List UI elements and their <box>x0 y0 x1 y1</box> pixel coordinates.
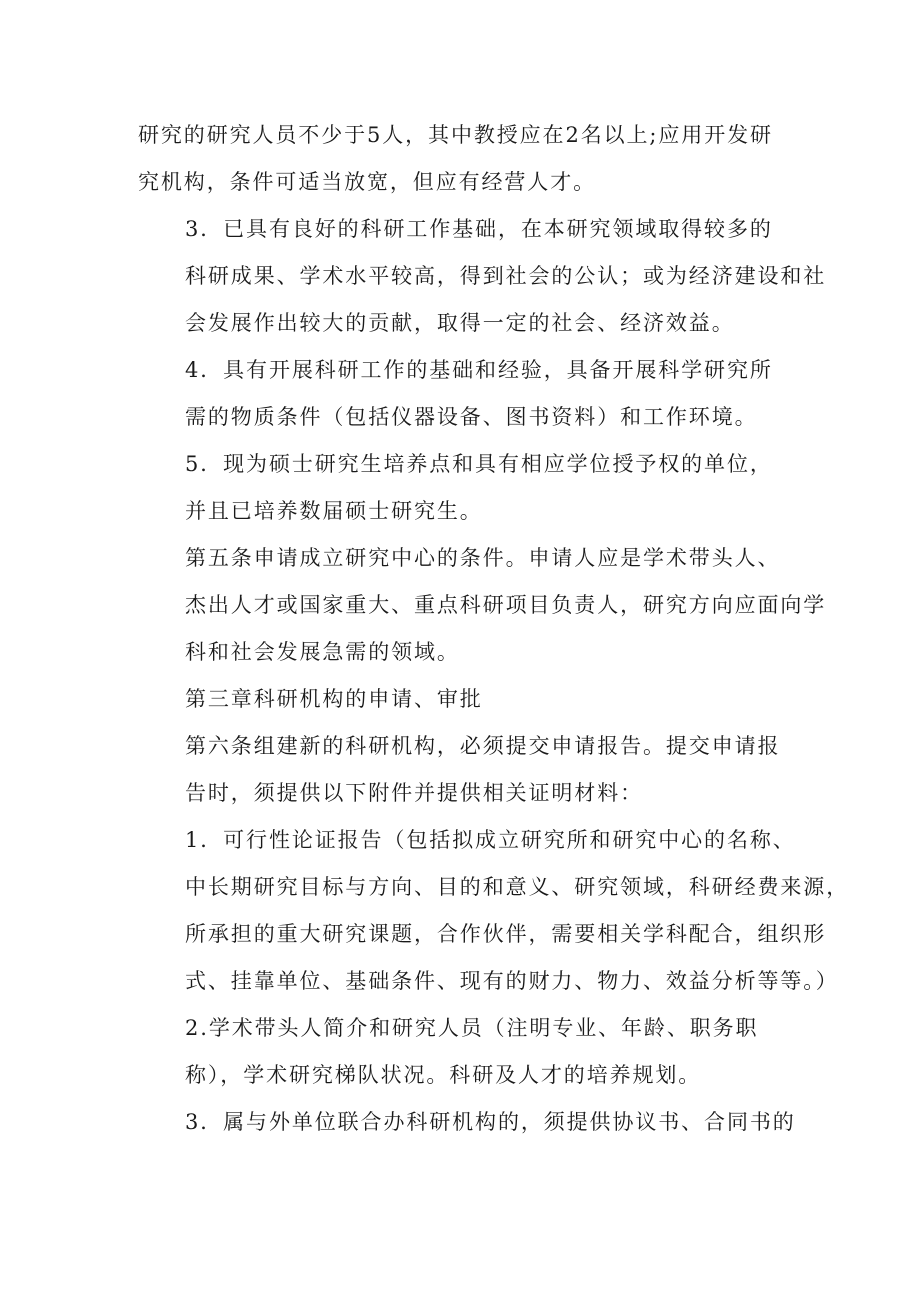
paragraph-item-5-graduate-training <box>138 441 798 535</box>
paragraph-article-5-research-center <box>138 535 827 676</box>
text-line: 称），学术研究梯队状况。科研及人才的培养规划。 <box>185 1063 702 1087</box>
paragraph-item-4-material-conditions <box>138 347 798 441</box>
text-line: 5．现为硕士研究生培养点和具有相应学位授予权的单位， <box>185 452 773 476</box>
text-line: 科研成果、学术水平较高，得到社会的公认；或为经济建设和社 <box>185 264 827 288</box>
text-line: 式、挂靠单位、基础条件、现有的财力、物力、效益分析等等。） <box>185 969 839 993</box>
text-line: 4．具有开展科研工作的基础和经验，具备开展科学研究所 <box>185 358 773 382</box>
text-line: 第六条组建新的科研机构，必须提交申请报告。提交申请报 <box>185 734 781 758</box>
paragraph-article-6-application-report <box>138 723 798 817</box>
text-line: 中长期研究目标与方向、目的和意义、研究领域，科研经费来源， <box>185 875 850 899</box>
paragraph-research-staff-requirement <box>138 112 798 206</box>
text-line: 3．属与外单位联合办科研机构的，须提供协议书、合同书的 <box>185 1110 796 1134</box>
text-line: 3．已具有良好的科研工作基础，在本研究领域取得较多的 <box>185 217 773 241</box>
text-line: 需的物质条件（包括仪器设备、图书资料）和工作环境。 <box>185 405 758 429</box>
text-line: 杰出人才或国家重大、重点科研项目负责人，研究方向应面向学 <box>185 593 827 617</box>
text-line: 并且已培养数届硕士研究生。 <box>185 499 483 523</box>
text-line: 第五条申请成立研究中心的条件。申请人应是学术带头人、 <box>185 546 781 570</box>
text-line: 会发展作出较大的贡献，取得一定的社会、经济效益。 <box>185 311 735 335</box>
text-line: 第三章科研机构的申请、审批 <box>185 687 483 711</box>
text-line: 科和社会发展急需的领域。 <box>185 640 460 664</box>
text-line: 研究的研究人员不少于5人，其中教授应在2名以上;应用开发研 <box>138 123 773 147</box>
text-line: 2.学术带头人简介和研究人员（注明专业、年龄、职务职 <box>185 1016 759 1040</box>
text-line: 告时，须提供以下附件并提供相关证明材料： <box>185 781 643 805</box>
text-line: 1．可行性论证报告（包括拟成立研究所和研究中心的名称、 <box>185 828 796 852</box>
paragraph-item-3-research-foundation <box>138 206 827 347</box>
paragraph-attachment-3-joint-institution <box>138 1099 798 1146</box>
paragraph-attachment-1-feasibility <box>138 817 850 1005</box>
text-line: 所承担的重大研究课题，合作伙伴，需要相关学科配合，组织形 <box>185 922 827 946</box>
document-body <box>138 112 850 1146</box>
paragraph-attachment-2-leader-profile <box>138 1005 798 1099</box>
text-line: 究机构，条件可适当放宽，但应有经营人才。 <box>138 170 596 194</box>
chapter-3-heading <box>138 676 798 723</box>
